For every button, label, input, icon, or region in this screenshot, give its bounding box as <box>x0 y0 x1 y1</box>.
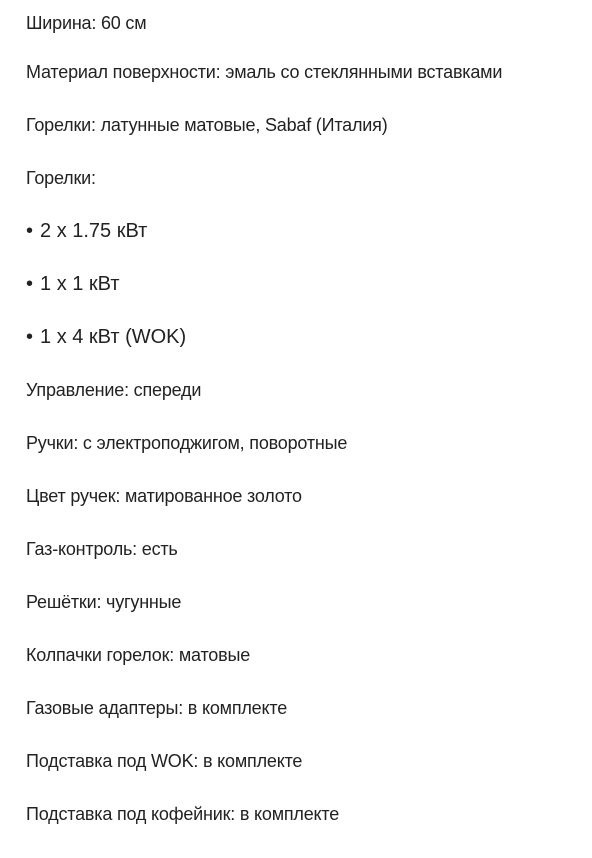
spec-list <box>26 0 586 841</box>
burner-item <box>26 311 586 364</box>
spec-wok-stand: Подставка под WOK: в комплекте <box>26 751 303 771</box>
spec-grates: Решётки: чугунные <box>26 592 182 612</box>
spec-knobs: Ручки: с электроподжигом, поворотные <box>26 433 348 453</box>
bullet-icon: • <box>26 326 34 348</box>
spec-control: Управление: спереди <box>26 380 202 400</box>
burner-item <box>26 205 586 258</box>
spec-gas-adapters: Газовые адаптеры: в комплекте <box>26 698 288 718</box>
bullet-icon: • <box>26 273 34 295</box>
bullet-icon: • <box>26 220 34 242</box>
burner-item-text: 2 x 1.75 кВт <box>40 220 148 242</box>
spec-gas-control: Газ-контроль: есть <box>26 539 178 559</box>
spec-burners-type: Горелки: латунные матовые, Sabaf (Италия) <box>26 115 388 135</box>
spec-burners-heading: Горелки: <box>26 168 96 188</box>
spec-width: Ширина: 60 см <box>26 12 147 33</box>
burner-item-text: 1 x 1 кВт <box>40 273 120 295</box>
spec-surface-material: Материал поверхности: эмаль со стеклянными вставками <box>26 62 503 82</box>
spec-coffee-stand: Подставка под кофейник: в комплекте <box>26 804 340 824</box>
spec-knob-color: Цвет ручек: матированное золото <box>26 486 302 506</box>
burner-item <box>26 258 586 311</box>
burner-item-text: 1 x 4 кВт (WOK) <box>40 326 187 348</box>
spec-burner-caps: Колпачки горелок: матовые <box>26 645 251 665</box>
